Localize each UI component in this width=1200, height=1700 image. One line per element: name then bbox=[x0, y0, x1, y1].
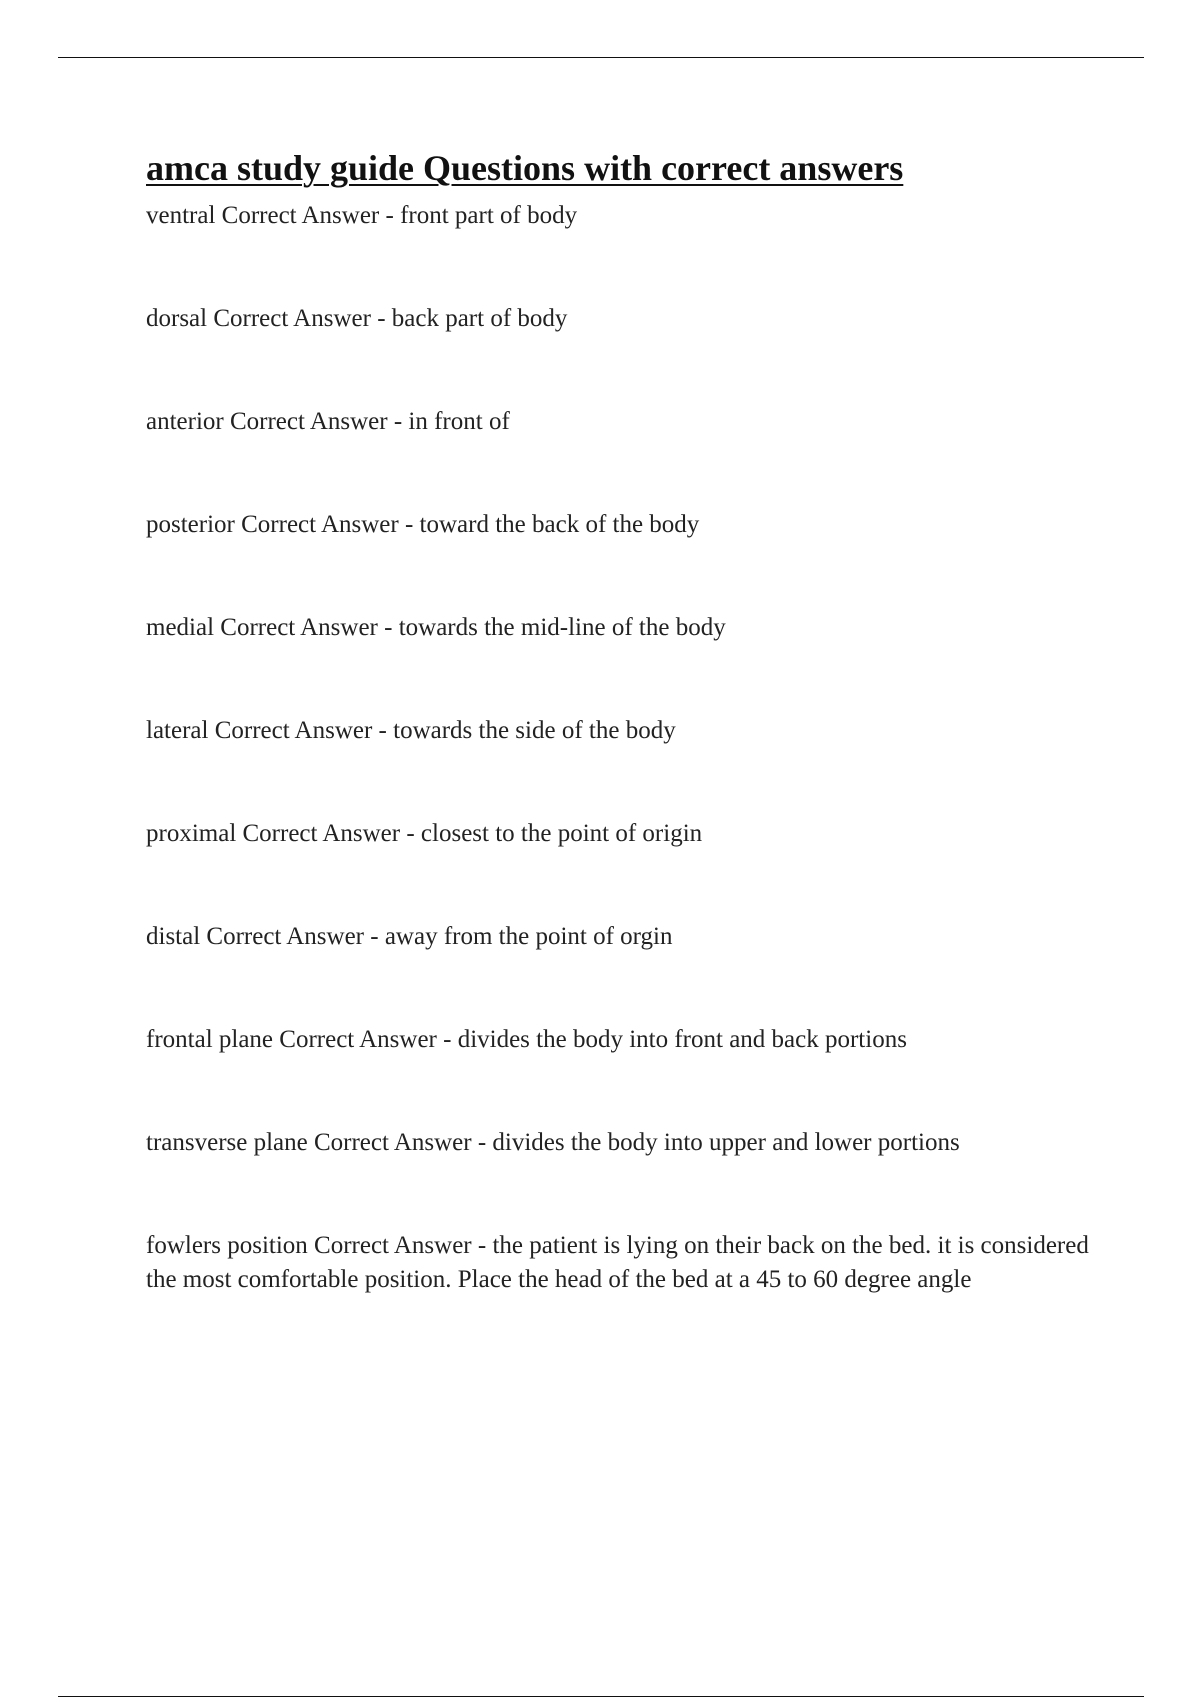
qa-item-transverse-plane: transverse plane Correct Answer - divides the body into upper and lower portions bbox=[146, 1129, 960, 1156]
top-rule bbox=[58, 57, 1144, 58]
qa-item-posterior: posterior Correct Answer - toward the back of the body bbox=[146, 511, 700, 538]
qa-item-ventral: ventral Correct Answer - front part of body bbox=[146, 202, 578, 229]
qa-list bbox=[146, 199, 1106, 1297]
qa-item-distal: distal Correct Answer - away from the point of orgin bbox=[146, 923, 673, 950]
bottom-rule bbox=[58, 1696, 1144, 1697]
qa-item-medial: medial Correct Answer - towards the mid-line of the body bbox=[146, 614, 726, 641]
qa-item-dorsal: dorsal Correct Answer - back part of body bbox=[146, 305, 568, 332]
qa-item-proximal: proximal Correct Answer - closest to the point of origin bbox=[146, 820, 703, 847]
document-body bbox=[146, 143, 1106, 1366]
qa-item-frontal-plane: frontal plane Correct Answer - divides the body into front and back portions bbox=[146, 1026, 907, 1053]
qa-item-lateral: lateral Correct Answer - towards the side of the body bbox=[146, 717, 676, 744]
document-title: amca study guide Questions with correct answers bbox=[146, 148, 904, 188]
qa-item-fowlers-position: fowlers position Correct Answer - the patient is lying on their back on the bed. it is considered the most comfortable position. Place the head of the bed at a 45 to 60 degree angle bbox=[146, 1232, 1089, 1293]
qa-item-anterior: anterior Correct Answer - in front of bbox=[146, 408, 510, 435]
